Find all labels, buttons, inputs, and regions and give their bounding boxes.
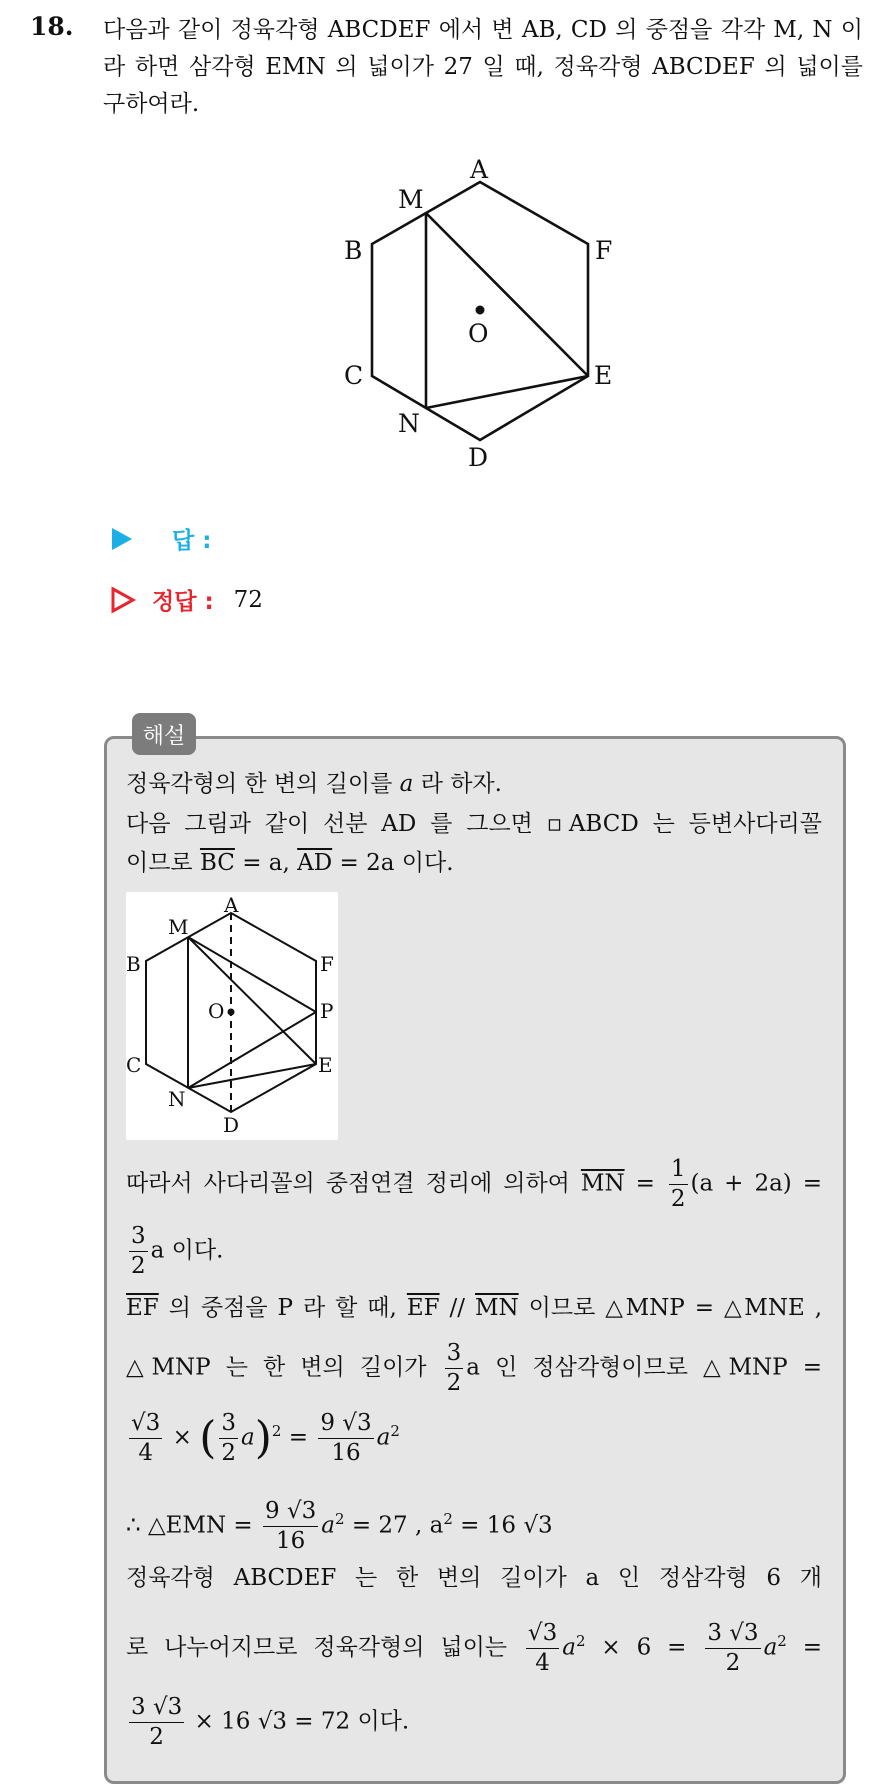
play-outline-icon xyxy=(110,586,136,614)
label2-b: B xyxy=(126,952,141,976)
answer-label: 답 : xyxy=(172,528,212,554)
correct-answer-value: 72 xyxy=(233,586,263,613)
solution-line-9: ∴ △EMN = $\frac{9 √3}{16}$ $a^2 = 27$ , $a^2 = 16$ √3 xyxy=(126,1498,553,1554)
center-point-2 xyxy=(228,1009,235,1016)
label-a: A xyxy=(470,155,489,184)
question-number: 18. xyxy=(30,12,74,41)
solution-line-3: 이므로 $\overline{BC} = a$, $\overline{AD} = 2a$ 이다. xyxy=(126,850,454,876)
center-point xyxy=(476,306,485,315)
label2-d: D xyxy=(223,1113,240,1137)
solution-line-12: $\frac{3 √3}{2}$ × 16 √3 = 72 이다. xyxy=(131,1694,410,1750)
label2-f: F xyxy=(320,952,334,976)
solution-line-4: 따라서 사다리꼴의 중점연결 정리에 의하여 $\overline{MN}$ = $\frac{1}{2}$ (a + 2a) = xyxy=(126,1156,823,1212)
correct-answer-label: 정답 : xyxy=(152,589,214,615)
solution-line-6: $\overline{EF}$ 의 중점을 P 라 할 때, $\overline{EF} // \overline{MN}$ 이므로 △MNP = △MNE , xyxy=(126,1295,823,1321)
question-text: 다음과 같이 정육각형 ABCDEF 에서 변 AB, CD 의 중점을 각각 M, N 이라 하면 삼각형 EMN 의 넓이가 27 일 때, 정육각형 ABCDEF 의 넓이를 구하여라. xyxy=(103,17,863,117)
label2-c: C xyxy=(126,1053,142,1077)
label-o: O xyxy=(468,319,489,348)
label-n: N xyxy=(398,409,420,438)
label2-o: O xyxy=(208,999,225,1023)
solution-line-10: 정육각형 ABCDEF 는 한 변의 길이가 a 인 정삼각형 6 개 xyxy=(126,1565,822,1591)
solution-line-7: △MNP 는 한 변의 길이가 $\frac{3}{2}$ a 인 정삼각형이므로 △MNP = xyxy=(126,1340,823,1396)
label-f: F xyxy=(595,236,613,265)
solution-line-2: 다음 그림과 같이 선분 AD 를 그으면 ▫ABCD 는 등변사다리꼴 xyxy=(126,811,822,837)
hexagon-figure xyxy=(330,148,630,478)
solution-line-8: $\frac{√3}{4}$ × ( $\frac{3}{2}$ a)$^2$ = $\frac{9 √3}{16}$ $a^2$ xyxy=(131,1410,400,1466)
solution-line-5: $\frac{3}{2}$ a 이다. xyxy=(131,1223,224,1279)
answer-row xyxy=(110,522,211,555)
label2-a: A xyxy=(224,893,239,917)
segment-ne xyxy=(426,376,588,408)
label-m: M xyxy=(398,185,424,214)
solution-tab: 해설 xyxy=(132,713,196,755)
label-b: B xyxy=(344,236,363,265)
solution-line-1: 정육각형의 한 변의 길이를 a 라 하자. xyxy=(126,771,502,797)
label2-n: N xyxy=(168,1087,186,1111)
play-icon xyxy=(110,526,134,552)
label-e: E xyxy=(594,361,613,390)
segment-me xyxy=(426,213,588,376)
label-d: D xyxy=(468,443,489,472)
label-c: C xyxy=(344,361,364,390)
label2-p: P xyxy=(320,999,334,1023)
hexagon-figure-2 xyxy=(126,892,338,1140)
correct-answer-row xyxy=(110,583,263,616)
label2-m: M xyxy=(168,915,189,939)
solution-line-11: 로 나누어지므로 정육각형의 넓이는 $\frac{√3}{4}$ $a^2 \times 6$ = $\frac{3 √3}{2}$ $a^2$ = xyxy=(126,1620,823,1676)
label2-e: E xyxy=(318,1053,333,1077)
